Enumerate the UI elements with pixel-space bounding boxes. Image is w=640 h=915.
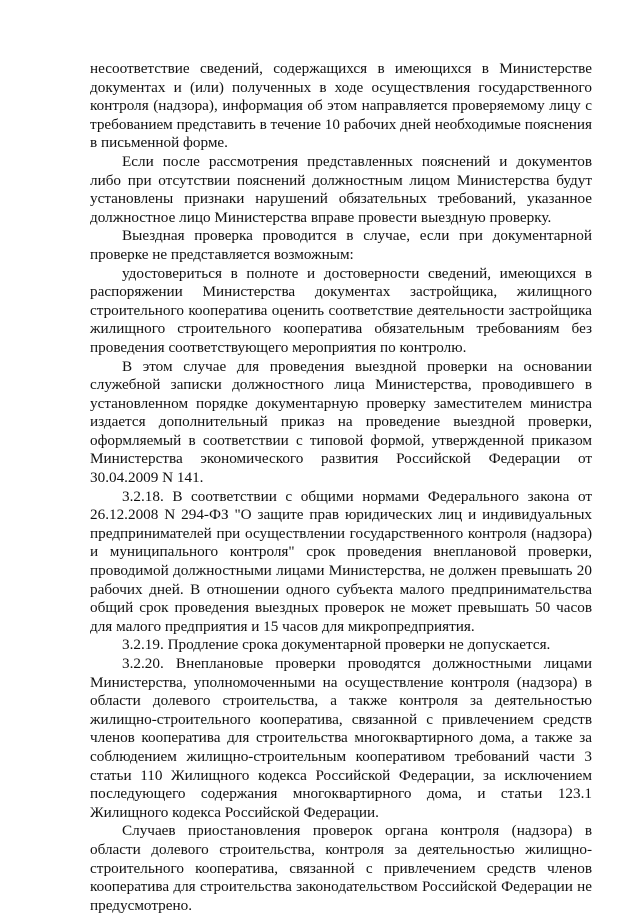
paragraph-explanations-review: Если после рассмотрения представленных пояснений и документов либо при отсутствии пояснений должностным лицом Министерства будут установлены признаки нарушений обязательных требований, указанное должностное лицо Министерства вправе провести выездную проверку. — [90, 152, 592, 226]
paragraph-onsite-inspection-case: Выездная проверка проводится в случае, если при документарной проверке не представляется возможным: — [90, 227, 592, 263]
paragraph-verify-completeness: удостовериться в полноте и достоверности сведений, имеющихся в распоряжении Министерства документах застройщика, жилищного строительного кооператива оценить соответствие деятельности застройщика жилищного строительного кооператива обязательным требованиям без проведения соответствующего мероприятия по контролю. — [90, 264, 592, 356]
paragraph-suspension-cases: Случаев приостановления проверок органа контроля (надзора) в области долевого строительства, контроля за деятельностью жилищно-строительного кооператива, связанной с привлечением средств членов кооператива для строительства законодательством Российской Федерации не предусмотрено. — [90, 822, 592, 914]
paragraph-continuation: несоответствие сведений, содержащихся в имеющихся в Министерстве документах и (или) полученных в ходе осуществления государственного контроля (надзора), информация об этом направляется проверяемому лицу с требованием представить в течение 10 рабочих дней необходимые пояснения в письменной форме. — [90, 60, 592, 152]
paragraph-3-2-20: 3.2.20. Внеплановые проверки проводятся должностными лицами Министерства, уполномоченными на осуществление контроля (надзора) в области долевого строительства, а также контроля за деятельностью жилищно-строительного кооператива, связанной с привлечением средств членов кооператива для строительства многоквартирного дома, а также за соблюдением жилищно-строительным кооперативом требований части 3 статьи 110 Жилищного кодекса Российской Федерации, за исключением последующего содержания многоквартирного дома, и статьи 123.1 Жилищного кодекса Российской Федерации. — [90, 655, 592, 821]
paragraph-3-2-19: 3.2.19. Продление срока документарной проверки не допускается. — [122, 636, 551, 654]
paragraph-additional-order: В этом случае для проведения выездной проверки на основании служебной записки должностного лица Министерства, проводившего в установленном порядке документарную проверку заместителем министра издается дополнительный приказ на проведение выездной проверки, оформляемый в соответствии с типовой формой, утвержденной приказом Министерства экономического развития Российской Федерации от 30.04.2009 N 141. — [90, 357, 592, 487]
paragraph-3-2-18: 3.2.18. В соответствии с общими нормами Федерального закона от 26.12.2008 N 294-ФЗ "О защите прав юридических лиц и индивидуальных предпринимателей при осуществлении государственного контроля (надзора) и муниципального контроля" срок проведения внеплановой проверки, проводимой должностными лицами Министерства, не должен превышать 20 рабочих дней. В отношении одного субъекта малого предпринимательства общий срок проведения выездных проверок не может превышать 50 часов для малого предприятия и 15 часов для микропредприятия. — [90, 487, 592, 635]
